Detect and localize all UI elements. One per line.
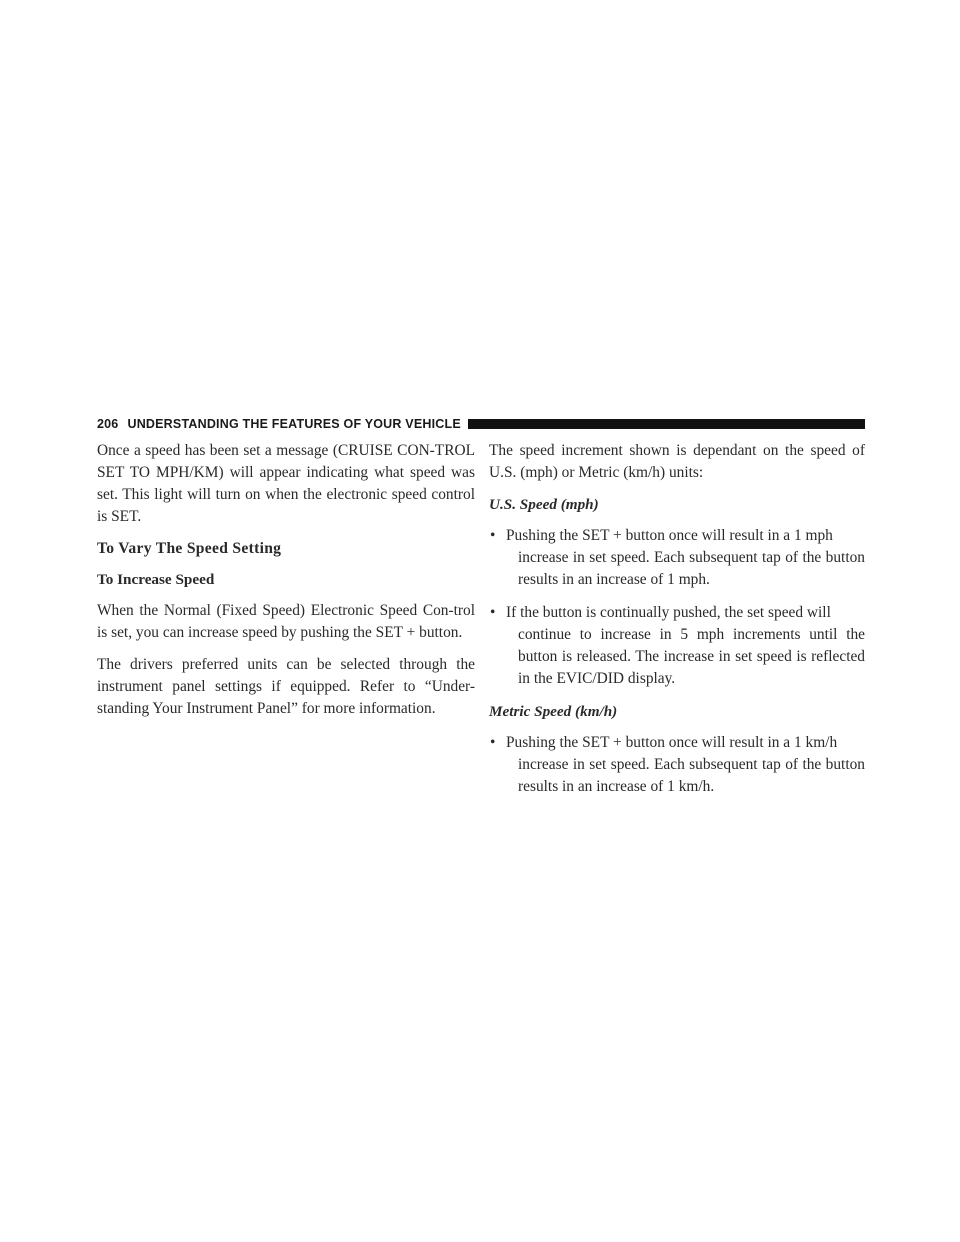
bullet-item [489, 602, 865, 690]
heading-us-speed: U.S. Speed (mph) [489, 496, 599, 513]
heading-vary-speed: To Vary The Speed Setting [97, 540, 282, 557]
section-title: UNDERSTANDING THE FEATURES OF YOUR VEHICLE [127, 417, 461, 431]
paragraph-increase-speed: When the Normal (Fixed Speed) Electronic Speed Con-trol is set, you can increase speed by pushing the SET + button. [97, 602, 475, 641]
bullet-item [489, 732, 865, 798]
page-number: 206 [97, 417, 119, 431]
bullet-text-rest: increase in set speed. Each subsequent tap of the button results in an increase of 1 km/h. [518, 756, 865, 795]
paragraph-speed-increment: The speed increment shown is dependant on the speed of U.S. (mph) or Metric (km/h) units: [489, 442, 865, 481]
paragraph-preferred-units: The drivers preferred units can be selected through the instrument panel settings if equipped. Refer to “Under-standing Your Instrument Panel” for more information. [97, 656, 475, 717]
left-column [97, 440, 475, 730]
bullet-text-rest: increase in set speed. Each subsequent tap of the button results in an increase of 1 mph. [518, 549, 865, 588]
bullet-text-rest: continue to increase in 5 mph increments until the button is released. The increase in set speed is reflected in the EVIC/DID display. [518, 626, 865, 687]
bullet-dot: • [490, 527, 496, 544]
bullet-text-first: If the button is continually pushed, the set speed will [506, 604, 831, 621]
header-rule [468, 419, 865, 429]
bullet-text-first: Pushing the SET + button once will result in a 1 km/h [506, 734, 838, 751]
heading-metric-speed: Metric Speed (km/h) [489, 703, 618, 720]
bullet-text-first: Pushing the SET + button once will result in a 1 mph [506, 527, 833, 544]
bullet-item [489, 525, 865, 591]
right-column [489, 440, 865, 809]
paragraph-cruise-message: Once a speed has been set a message (CRUISE CON-TROL SET TO MPH/KM) will appear indicating what speed was set. This light will turn on when the electronic speed control is SET. [97, 442, 475, 525]
bullet-dot: • [490, 604, 496, 621]
subheading-increase-speed: To Increase Speed [97, 571, 215, 588]
page-header [97, 417, 865, 431]
bullet-dot: • [490, 734, 496, 751]
